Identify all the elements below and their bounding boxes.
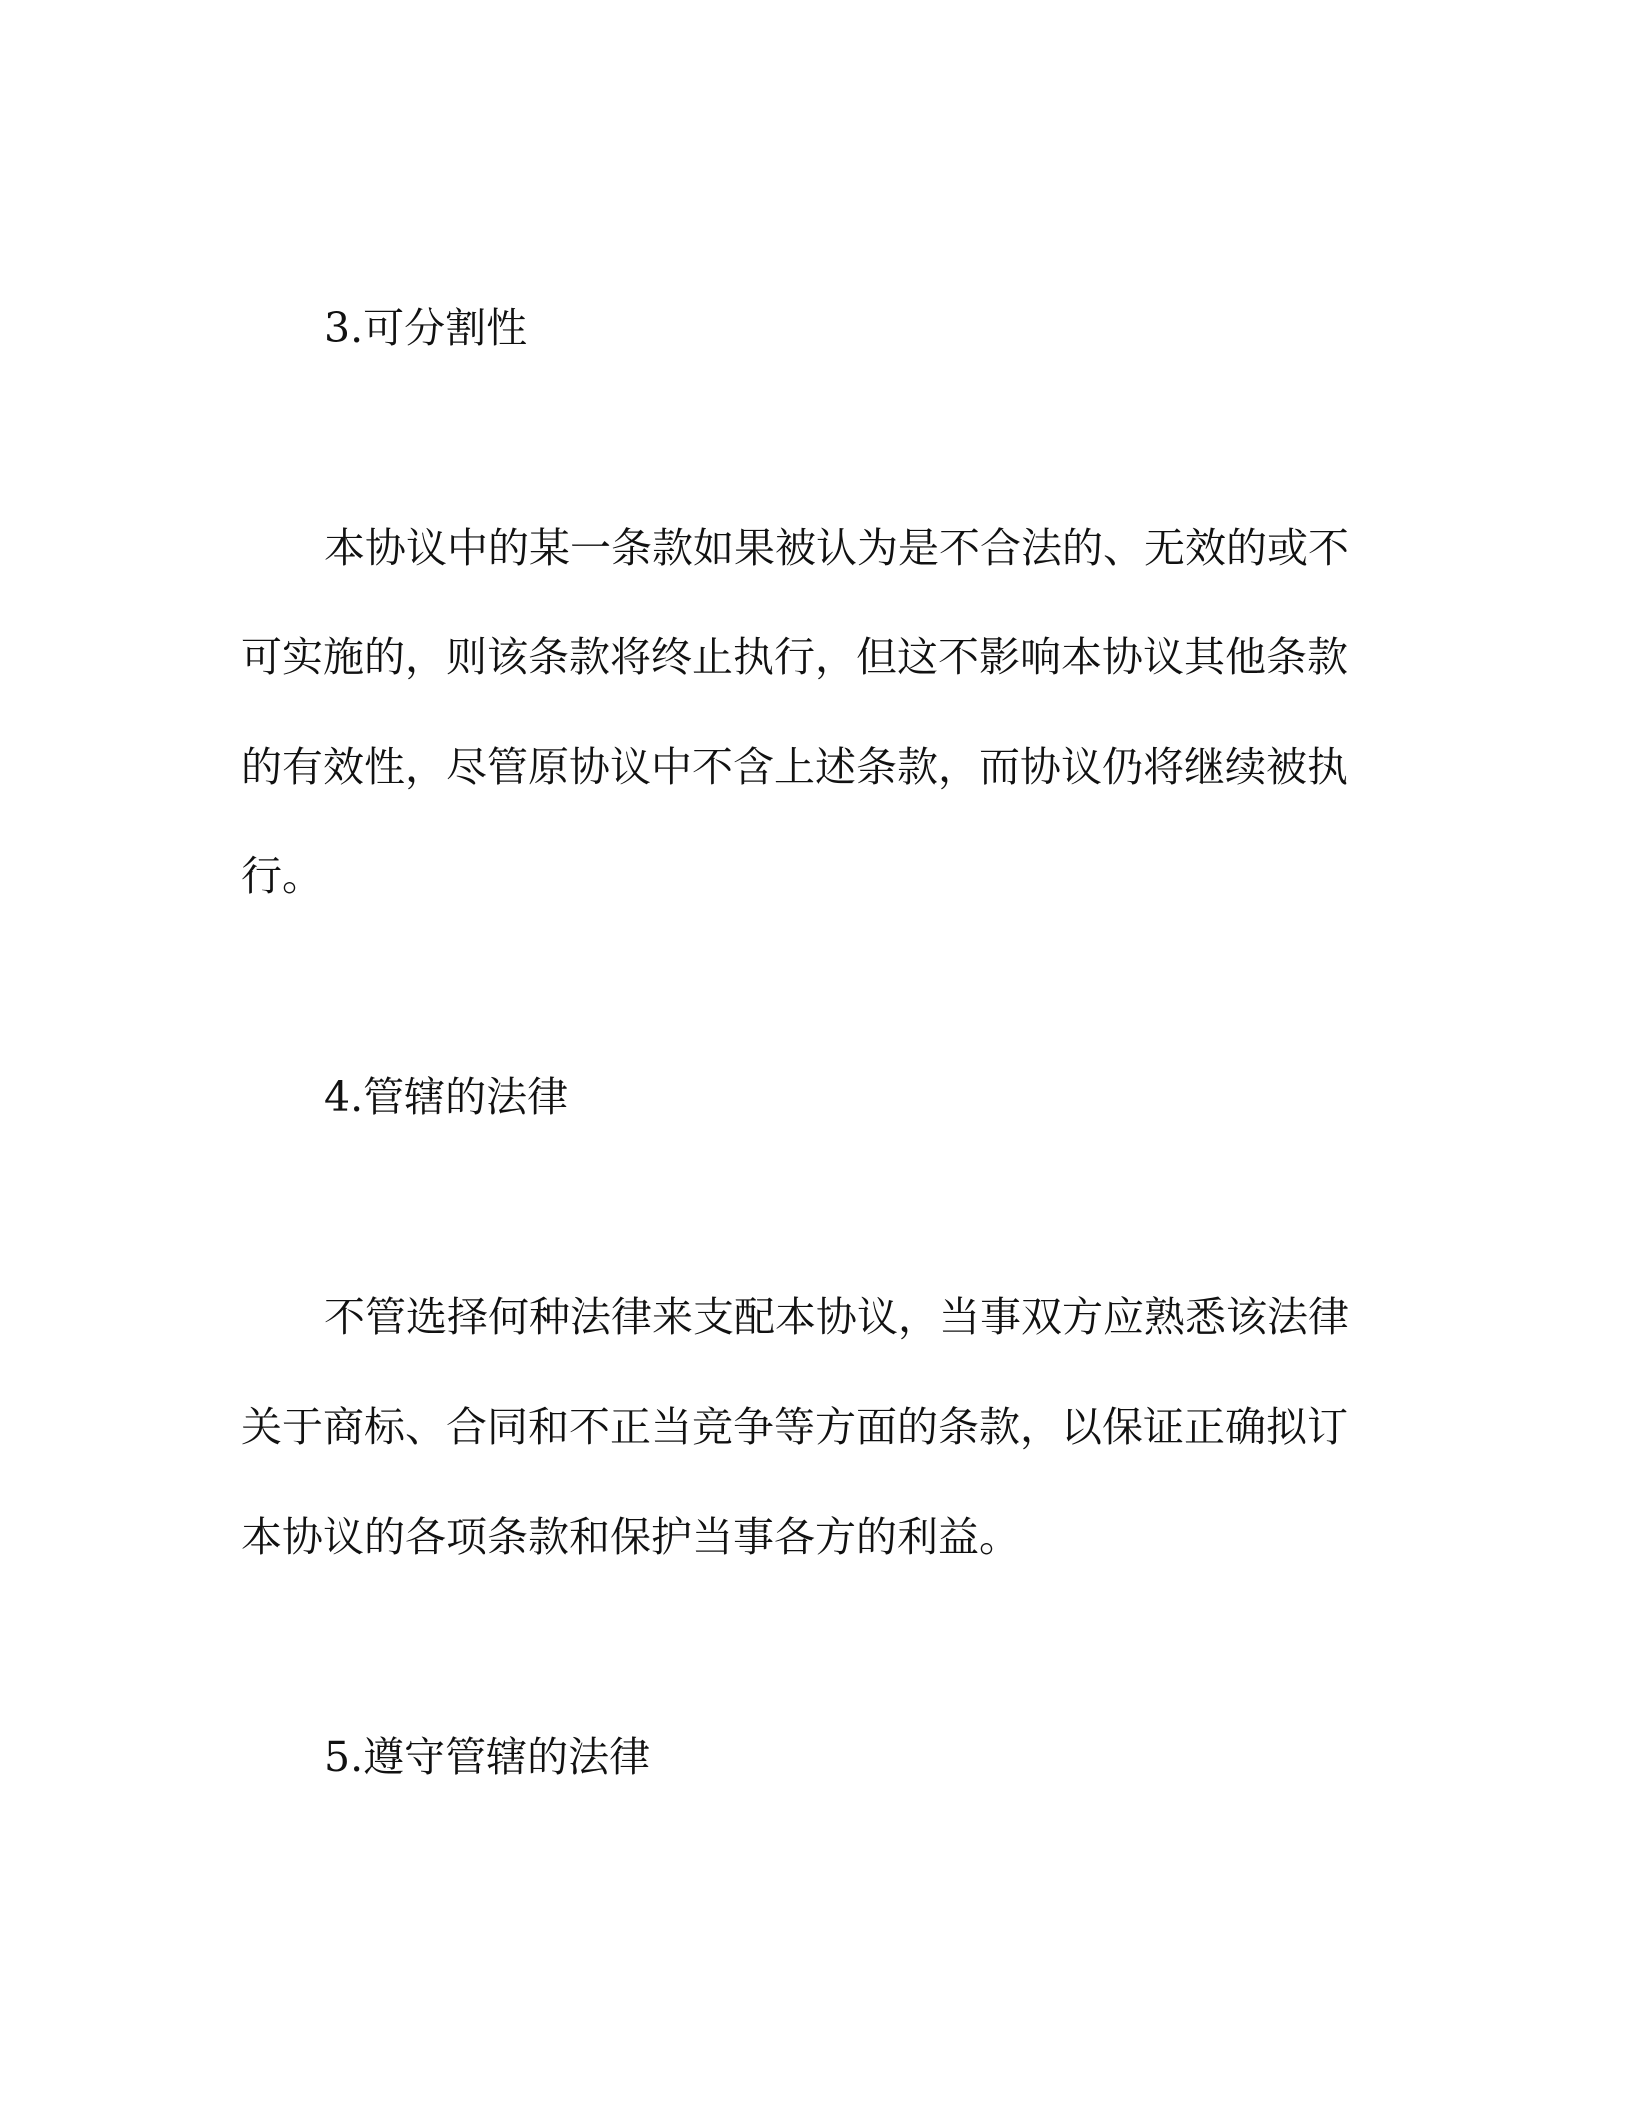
paragraph-line: 本协议的各项条款和保护当事各方的利益。	[241, 1513, 1020, 1561]
paragraph-line: 可实施的，则该条款将终止执行，但这不影响本协议其他条款	[241, 633, 1348, 681]
paragraph-line: 关于商标、合同和不正当竞争等方面的条款，以保证正确拟订	[241, 1403, 1348, 1451]
section-heading-severability: 3.可分割性	[324, 304, 528, 352]
paragraph-line: 的有效性，尽管原协议中不含上述条款，而协议仍将继续被执	[241, 743, 1348, 791]
section-heading-compliance-governing-law: 5.遵守管辖的法律	[324, 1733, 651, 1781]
paragraph-line: 本协议中的某一条款如果被认为是不合法的、无效的或不	[324, 524, 1349, 572]
paragraph-line: 行。	[241, 852, 323, 900]
section-heading-governing-law: 4.管辖的法律	[324, 1073, 569, 1121]
paragraph-line: 不管选择何种法律来支配本协议，当事双方应熟悉该法律	[324, 1293, 1349, 1341]
